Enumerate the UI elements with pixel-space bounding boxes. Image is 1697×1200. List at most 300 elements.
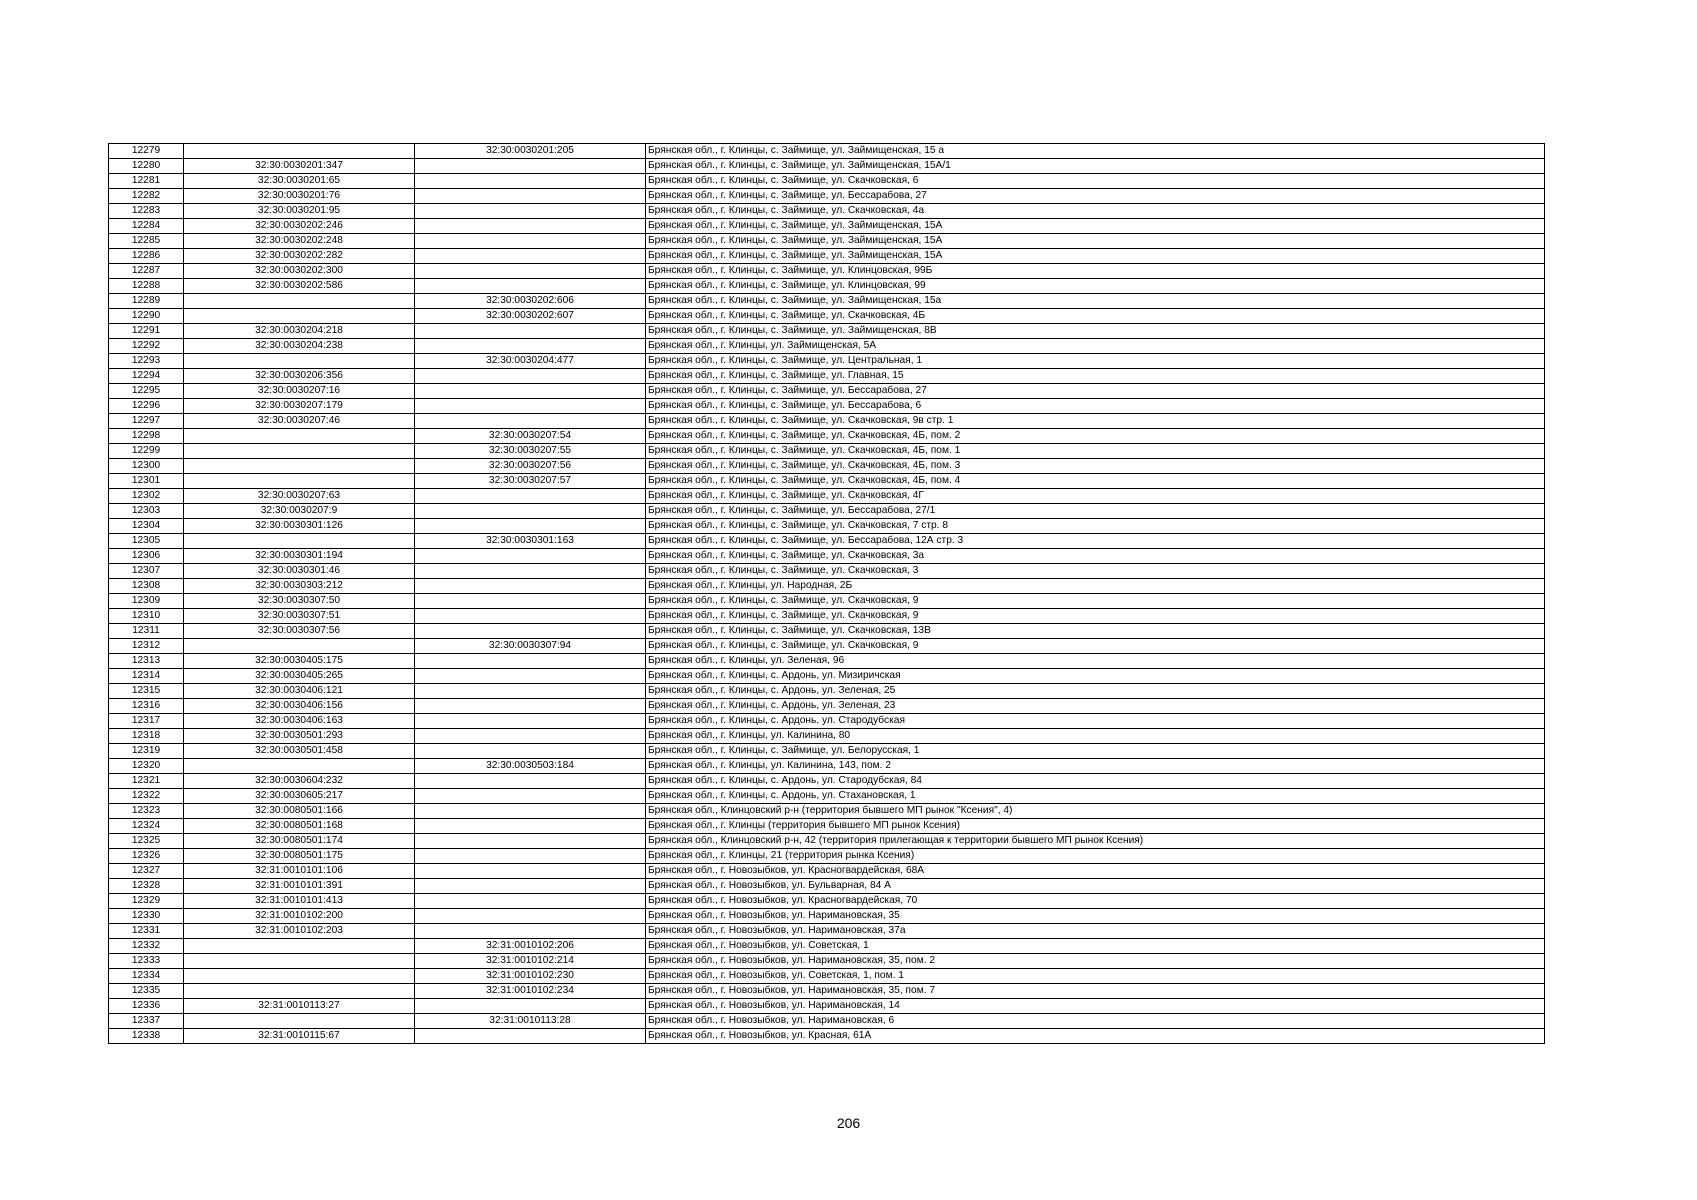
cadastral-number-building: 32:31:0010102:203 [184, 924, 415, 939]
cadastral-number-building: 32:30:0030301:126 [184, 519, 415, 534]
address: Брянская обл., г. Новозыбков, ул. Наримановская, 35, пом. 7 [646, 984, 1545, 999]
cadastral-number-building: 32:30:0030206:356 [184, 369, 415, 384]
cadastral-number-premises [415, 744, 646, 759]
row-number: 12281 [109, 174, 184, 189]
address: Брянская обл., г. Клинцы, с. Займище, ул. Скачковская, 4Б, пом. 3 [646, 459, 1545, 474]
cadastral-number-premises [415, 384, 646, 399]
address: Брянская обл., г. Новозыбков, ул. Наримановская, 37а [646, 924, 1545, 939]
cadastral-number-building: 32:30:0030307:56 [184, 624, 415, 639]
cadastral-number-building: 32:30:0030202:282 [184, 249, 415, 264]
table-row [109, 564, 1545, 579]
address: Брянская обл., г. Клинцы, с. Займище, ул. Скачковская, 4Б, пом. 1 [646, 444, 1545, 459]
address: Брянская обл., г. Новозыбков, ул. Наримановская, 35, пом. 2 [646, 954, 1545, 969]
address: Брянская обл., г. Клинцы, с. Займище, ул. Скачковская, 9в стр. 1 [646, 414, 1545, 429]
address: Брянская обл., г. Клинцы, с. Ардонь, ул. Мизиричская [646, 669, 1545, 684]
address: Брянская обл., г. Клинцы, с. Займище, ул. Скачковская, 4Б [646, 309, 1545, 324]
table-row [109, 639, 1545, 654]
table-row [109, 744, 1545, 759]
cadastral-number-premises [415, 669, 646, 684]
cadastral-number-premises [415, 804, 646, 819]
table-row [109, 159, 1545, 174]
table-row [109, 924, 1545, 939]
cadastral-number-premises [415, 234, 646, 249]
row-number: 12294 [109, 369, 184, 384]
row-number: 12283 [109, 204, 184, 219]
cadastral-number-building: 32:30:0030202:586 [184, 279, 415, 294]
table-row [109, 444, 1545, 459]
row-number: 12282 [109, 189, 184, 204]
cadastral-number-building: 32:30:0030202:246 [184, 219, 415, 234]
cadastral-number-premises [415, 624, 646, 639]
cadastral-number-building [184, 459, 415, 474]
cadastral-number-premises [415, 684, 646, 699]
cadastral-number-premises: 32:30:0030207:55 [415, 444, 646, 459]
cadastral-number-building [184, 1014, 415, 1029]
cadastral-number-premises [415, 219, 646, 234]
row-number: 12312 [109, 639, 184, 654]
cadastral-number-premises [415, 324, 646, 339]
table-row [109, 834, 1545, 849]
cadastral-number-premises [415, 549, 646, 564]
cadastral-number-premises [415, 399, 646, 414]
row-number: 12286 [109, 249, 184, 264]
cadastral-number-building [184, 429, 415, 444]
cadastral-number-premises: 32:30:0030503:184 [415, 759, 646, 774]
row-number: 12279 [109, 144, 184, 159]
row-number: 12303 [109, 504, 184, 519]
cadastral-number-premises [415, 174, 646, 189]
address: Брянская обл., г. Клинцы, с. Займище, ул. Скачковская, 4а [646, 204, 1545, 219]
row-number: 12288 [109, 279, 184, 294]
property-registry-table [108, 143, 1545, 1044]
address: Брянская обл., г. Клинцы, с. Ардонь, ул. Зеленая, 25 [646, 684, 1545, 699]
table-row [109, 984, 1545, 999]
cadastral-number-building: 32:30:0030207:9 [184, 504, 415, 519]
cadastral-number-premises: 32:30:0030207:56 [415, 459, 646, 474]
table-row [109, 624, 1545, 639]
cadastral-number-premises [415, 819, 646, 834]
row-number: 12297 [109, 414, 184, 429]
address: Брянская обл., г. Клинцы, с. Займище, ул. Бессарабова, 12А стр. 3 [646, 534, 1545, 549]
cadastral-number-building: 32:30:0030405:265 [184, 669, 415, 684]
row-number: 12306 [109, 549, 184, 564]
address: Брянская обл., г. Новозыбков, ул. Красная, 61А [646, 1029, 1545, 1044]
cadastral-number-building [184, 939, 415, 954]
cadastral-number-building: 32:30:0030204:218 [184, 324, 415, 339]
address: Брянская обл., г. Клинцы, с. Займище, ул. Скачковская, 3 [646, 564, 1545, 579]
table-row [109, 384, 1545, 399]
address: Брянская обл., г. Клинцы, ул. Калинина, 80 [646, 729, 1545, 744]
table-row [109, 474, 1545, 489]
cadastral-number-building [184, 534, 415, 549]
cadastral-number-premises [415, 564, 646, 579]
address: Брянская обл., г. Клинцы, с. Займище, ул. Клинцовская, 99Б [646, 264, 1545, 279]
cadastral-number-premises [415, 894, 646, 909]
table-row [109, 819, 1545, 834]
row-number: 12304 [109, 519, 184, 534]
address: Брянская обл., г. Новозыбков, ул. Наримановская, 6 [646, 1014, 1545, 1029]
table-row [109, 849, 1545, 864]
address: Брянская обл., г. Клинцы, с. Займище, ул. Скачковская, 4Б, пом. 4 [646, 474, 1545, 489]
table-body [109, 144, 1545, 1044]
page-number: 206 [836, 1115, 861, 1131]
row-number: 12280 [109, 159, 184, 174]
cadastral-number-premises [415, 369, 646, 384]
cadastral-number-building: 32:30:0030202:300 [184, 264, 415, 279]
row-number: 12309 [109, 594, 184, 609]
cadastral-number-premises: 32:30:0030207:57 [415, 474, 646, 489]
row-number: 12316 [109, 699, 184, 714]
row-number: 12324 [109, 819, 184, 834]
cadastral-number-premises: 32:31:0010102:214 [415, 954, 646, 969]
table-row [109, 414, 1545, 429]
cadastral-number-building: 32:30:0030201:95 [184, 204, 415, 219]
row-number: 12305 [109, 534, 184, 549]
cadastral-number-premises [415, 1029, 646, 1044]
address: Брянская обл., г. Клинцы, с. Займище, ул. Скачковская, 13В [646, 624, 1545, 639]
cadastral-number-building: 32:31:0010101:391 [184, 879, 415, 894]
table-row [109, 249, 1545, 264]
cadastral-number-building: 32:30:0030303:212 [184, 579, 415, 594]
row-number: 12332 [109, 939, 184, 954]
address: Брянская обл., г. Клинцы, с. Займище, ул. Займищенская, 15а [646, 294, 1545, 309]
row-number: 12328 [109, 879, 184, 894]
row-number: 12285 [109, 234, 184, 249]
address: Брянская обл., г. Новозыбков, ул. Бульварная, 84 А [646, 879, 1545, 894]
cadastral-number-building [184, 144, 415, 159]
cadastral-number-premises: 32:30:0030202:607 [415, 309, 646, 324]
cadastral-number-building: 32:30:0030405:175 [184, 654, 415, 669]
cadastral-number-building: 32:30:0030501:458 [184, 744, 415, 759]
table-row [109, 609, 1545, 624]
cadastral-number-premises [415, 879, 646, 894]
cadastral-number-building [184, 354, 415, 369]
cadastral-number-building: 32:30:0030201:65 [184, 174, 415, 189]
address: Брянская обл., г. Клинцы, с. Займище, ул. Скачковская, 6 [646, 174, 1545, 189]
table-row [109, 879, 1545, 894]
cadastral-number-building: 32:31:0010101:413 [184, 894, 415, 909]
row-number: 12334 [109, 969, 184, 984]
address: Брянская обл., г. Клинцы (территория бывшего МП рынок Ксения) [646, 819, 1545, 834]
cadastral-number-premises [415, 609, 646, 624]
row-number: 12323 [109, 804, 184, 819]
cadastral-number-premises: 32:30:0030204:477 [415, 354, 646, 369]
cadastral-number-building [184, 294, 415, 309]
cadastral-number-building: 32:30:0030406:156 [184, 699, 415, 714]
table-row [109, 144, 1545, 159]
cadastral-number-premises: 32:31:0010102:234 [415, 984, 646, 999]
cadastral-number-building: 32:30:0030202:248 [184, 234, 415, 249]
cadastral-number-premises [415, 414, 646, 429]
cadastral-number-premises [415, 909, 646, 924]
row-number: 12327 [109, 864, 184, 879]
cadastral-number-building: 32:30:0030406:163 [184, 714, 415, 729]
row-number: 12338 [109, 1029, 184, 1044]
cadastral-number-building [184, 639, 415, 654]
table-row [109, 969, 1545, 984]
address: Брянская обл., г. Клинцы, с. Займище, ул. Центральная, 1 [646, 354, 1545, 369]
address: Брянская обл., г. Клинцы, с. Займище, ул. Скачковская, 9 [646, 594, 1545, 609]
cadastral-number-premises [415, 489, 646, 504]
row-number: 12290 [109, 309, 184, 324]
address: Брянская обл., г. Клинцы, с. Займище, ул. Скачковская, 9 [646, 609, 1545, 624]
cadastral-number-building: 32:30:0080501:174 [184, 834, 415, 849]
address: Брянская обл., г. Клинцы, с. Ардонь, ул. Стародубская [646, 714, 1545, 729]
row-number: 12321 [109, 774, 184, 789]
cadastral-number-premises: 32:30:0030201:205 [415, 144, 646, 159]
cadastral-number-building: 32:30:0030204:238 [184, 339, 415, 354]
cadastral-number-premises [415, 864, 646, 879]
cadastral-number-premises [415, 999, 646, 1014]
cadastral-number-premises [415, 594, 646, 609]
address: Брянская обл., г. Клинцы, с. Займище, ул. Белорусская, 1 [646, 744, 1545, 759]
cadastral-number-premises [415, 729, 646, 744]
table-row [109, 174, 1545, 189]
cadastral-number-building: 32:30:0030301:46 [184, 564, 415, 579]
address: Брянская обл., г. Клинцы, с. Займище, ул. Займищенская, 15А [646, 249, 1545, 264]
row-number: 12313 [109, 654, 184, 669]
row-number: 12315 [109, 684, 184, 699]
table-row [109, 759, 1545, 774]
table-row [109, 399, 1545, 414]
cadastral-number-building: 32:30:0030604:232 [184, 774, 415, 789]
table-row [109, 534, 1545, 549]
row-number: 12318 [109, 729, 184, 744]
cadastral-number-premises: 32:31:0010102:206 [415, 939, 646, 954]
table-row [109, 279, 1545, 294]
table-row [109, 1029, 1545, 1044]
row-number: 12307 [109, 564, 184, 579]
cadastral-number-premises [415, 249, 646, 264]
address: Брянская обл., г. Клинцы, с. Займище, ул. Бессарабова, 27/1 [646, 504, 1545, 519]
address: Брянская обл., г. Клинцы, ул. Зеленая, 96 [646, 654, 1545, 669]
cadastral-number-premises [415, 519, 646, 534]
row-number: 12329 [109, 894, 184, 909]
cadastral-number-building: 32:31:0010102:200 [184, 909, 415, 924]
row-number: 12311 [109, 624, 184, 639]
cadastral-number-premises [415, 279, 646, 294]
table-row [109, 264, 1545, 279]
address: Брянская обл., г. Клинцы, с. Займище, ул. Бессарабова, 27 [646, 384, 1545, 399]
table-row [109, 804, 1545, 819]
cadastral-number-premises [415, 339, 646, 354]
cadastral-number-premises [415, 789, 646, 804]
address: Брянская обл., г. Клинцы, с. Ардонь, ул. Зеленая, 23 [646, 699, 1545, 714]
cadastral-number-building: 32:31:0010101:106 [184, 864, 415, 879]
table-row [109, 939, 1545, 954]
row-number: 12320 [109, 759, 184, 774]
row-number: 12326 [109, 849, 184, 864]
cadastral-number-building: 32:30:0030207:16 [184, 384, 415, 399]
cadastral-number-building: 32:30:0080501:175 [184, 849, 415, 864]
row-number: 12296 [109, 399, 184, 414]
row-number: 12295 [109, 384, 184, 399]
table-row [109, 369, 1545, 384]
row-number: 12284 [109, 219, 184, 234]
row-number: 12301 [109, 474, 184, 489]
row-number: 12302 [109, 489, 184, 504]
address: Брянская обл., г. Новозыбков, ул. Красногвардейская, 68А [646, 864, 1545, 879]
table-row [109, 774, 1545, 789]
row-number: 12314 [109, 669, 184, 684]
cadastral-number-premises: 32:30:0030301:163 [415, 534, 646, 549]
row-number: 12319 [109, 744, 184, 759]
cadastral-number-premises: 32:31:0010113:28 [415, 1014, 646, 1029]
address: Брянская обл., г. Клинцы, с. Ардонь, ул. Стародубская, 84 [646, 774, 1545, 789]
row-number: 12308 [109, 579, 184, 594]
cadastral-number-building: 32:30:0030207:63 [184, 489, 415, 504]
table-row [109, 789, 1545, 804]
row-number: 12333 [109, 954, 184, 969]
cadastral-number-building: 32:30:0030605:217 [184, 789, 415, 804]
cadastral-number-premises [415, 189, 646, 204]
address: Брянская обл., г. Новозыбков, ул. Наримановская, 35 [646, 909, 1545, 924]
address: Брянская обл., г. Клинцы, с. Займище, ул. Скачковская, 3а [646, 549, 1545, 564]
cadastral-number-premises [415, 774, 646, 789]
row-number: 12310 [109, 609, 184, 624]
cadastral-number-premises [415, 204, 646, 219]
table-row [109, 519, 1545, 534]
table-row [109, 309, 1545, 324]
cadastral-number-building: 32:30:0080501:168 [184, 819, 415, 834]
cadastral-number-building: 32:30:0030201:76 [184, 189, 415, 204]
cadastral-number-building [184, 309, 415, 324]
table-row [109, 669, 1545, 684]
row-number: 12331 [109, 924, 184, 939]
row-number: 12299 [109, 444, 184, 459]
row-number: 12317 [109, 714, 184, 729]
cadastral-number-premises [415, 654, 646, 669]
cadastral-number-premises [415, 159, 646, 174]
table-row [109, 459, 1545, 474]
address: Брянская обл., г. Клинцы, с. Займище, ул. Займищенская, 8В [646, 324, 1545, 339]
address: Брянская обл., Клинцовский р-н (территория бывшего МП рынок "Ксения", 4) [646, 804, 1545, 819]
table-row [109, 699, 1545, 714]
cadastral-number-premises: 32:31:0010102:230 [415, 969, 646, 984]
address: Брянская обл., Клинцовский р-н, 42 (территория прилегающая к территории бывшего МП рынок Ксения) [646, 834, 1545, 849]
row-number: 12337 [109, 1014, 184, 1029]
cadastral-number-premises [415, 504, 646, 519]
cadastral-number-building: 32:30:0030201:347 [184, 159, 415, 174]
row-number: 12289 [109, 294, 184, 309]
cadastral-number-building [184, 759, 415, 774]
cadastral-number-premises: 32:30:0030307:94 [415, 639, 646, 654]
address: Брянская обл., г. Клинцы, с. Займище, ул. Бессарабова, 27 [646, 189, 1545, 204]
address: Брянская обл., г. Клинцы, ул. Займищенская, 5А [646, 339, 1545, 354]
table-row [109, 549, 1545, 564]
cadastral-number-premises [415, 264, 646, 279]
address: Брянская обл., г. Новозыбков, ул. Красногвардейская, 70 [646, 894, 1545, 909]
address: Брянская обл., г. Клинцы, с. Займище, ул. Займищенская, 15А/1 [646, 159, 1545, 174]
cadastral-number-premises [415, 849, 646, 864]
cadastral-number-building: 32:30:0030207:46 [184, 414, 415, 429]
cadastral-number-building: 32:30:0030301:194 [184, 549, 415, 564]
cadastral-number-building: 32:31:0010113:27 [184, 999, 415, 1014]
table-row [109, 714, 1545, 729]
address: Брянская обл., г. Клинцы, с. Займище, ул. Скачковская, 4Г [646, 489, 1545, 504]
cadastral-number-premises: 32:30:0030202:606 [415, 294, 646, 309]
cadastral-number-premises [415, 714, 646, 729]
row-number: 12287 [109, 264, 184, 279]
table-row [109, 654, 1545, 669]
cadastral-number-building: 32:30:0030207:179 [184, 399, 415, 414]
cadastral-number-building [184, 474, 415, 489]
table-row [109, 954, 1545, 969]
address: Брянская обл., г. Клинцы, с. Займище, ул. Бессарабова, 6 [646, 399, 1545, 414]
cadastral-number-building [184, 444, 415, 459]
cadastral-number-building: 32:30:0030307:51 [184, 609, 415, 624]
address: Брянская обл., г. Клинцы, с. Займище, ул. Скачковская, 7 стр. 8 [646, 519, 1545, 534]
row-number: 12335 [109, 984, 184, 999]
address: Брянская обл., г. Клинцы, с. Займище, ул. Клинцовская, 99 [646, 279, 1545, 294]
table-row [109, 729, 1545, 744]
cadastral-number-premises [415, 834, 646, 849]
cadastral-number-premises: 32:30:0030207:54 [415, 429, 646, 444]
cadastral-number-building: 32:31:0010115:67 [184, 1029, 415, 1044]
cadastral-number-premises [415, 699, 646, 714]
table-row [109, 324, 1545, 339]
table-row [109, 909, 1545, 924]
table-row [109, 189, 1545, 204]
address: Брянская обл., г. Клинцы, ул. Калинина, 143, пом. 2 [646, 759, 1545, 774]
row-number: 12330 [109, 909, 184, 924]
row-number: 12325 [109, 834, 184, 849]
address: Брянская обл., г. Клинцы, с. Займище, ул. Главная, 15 [646, 369, 1545, 384]
address: Брянская обл., г. Клинцы, с. Займище, ул. Скачковская, 4Б, пом. 2 [646, 429, 1545, 444]
row-number: 12300 [109, 459, 184, 474]
cadastral-number-premises [415, 924, 646, 939]
address: Брянская обл., г. Клинцы, 21 (территория рынка Ксения) [646, 849, 1545, 864]
cadastral-number-building: 32:30:0030307:50 [184, 594, 415, 609]
table-row [109, 504, 1545, 519]
cadastral-number-building: 32:30:0030406:121 [184, 684, 415, 699]
table-row [109, 1014, 1545, 1029]
address: Брянская обл., г. Клинцы, ул. Народная, 2Б [646, 579, 1545, 594]
table-row [109, 354, 1545, 369]
table-row [109, 579, 1545, 594]
table-row [109, 999, 1545, 1014]
row-number: 12298 [109, 429, 184, 444]
table-row [109, 864, 1545, 879]
row-number: 12291 [109, 324, 184, 339]
table-row [109, 429, 1545, 444]
row-number: 12336 [109, 999, 184, 1014]
row-number: 12292 [109, 339, 184, 354]
address: Брянская обл., г. Новозыбков, ул. Советская, 1, пом. 1 [646, 969, 1545, 984]
table-row [109, 204, 1545, 219]
address: Брянская обл., г. Клинцы, с. Ардонь, ул. Стахановская, 1 [646, 789, 1545, 804]
row-number: 12293 [109, 354, 184, 369]
address: Брянская обл., г. Клинцы, с. Займище, ул. Займищенская, 15А [646, 234, 1545, 249]
cadastral-number-building [184, 969, 415, 984]
table-row [109, 894, 1545, 909]
table-row [109, 489, 1545, 504]
table-row [109, 339, 1545, 354]
address: Брянская обл., г. Клинцы, с. Займище, ул. Займищенская, 15 а [646, 144, 1545, 159]
table-row [109, 219, 1545, 234]
row-number: 12322 [109, 789, 184, 804]
address: Брянская обл., г. Новозыбков, ул. Наримановская, 14 [646, 999, 1545, 1014]
cadastral-number-building: 32:30:0080501:166 [184, 804, 415, 819]
address: Брянская обл., г. Клинцы, с. Займище, ул. Скачковская, 9 [646, 639, 1545, 654]
table-row [109, 294, 1545, 309]
table-row [109, 684, 1545, 699]
address: Брянская обл., г. Новозыбков, ул. Советская, 1 [646, 939, 1545, 954]
cadastral-number-premises [415, 579, 646, 594]
table-row [109, 594, 1545, 609]
cadastral-number-building: 32:30:0030501:293 [184, 729, 415, 744]
table-row [109, 234, 1545, 249]
